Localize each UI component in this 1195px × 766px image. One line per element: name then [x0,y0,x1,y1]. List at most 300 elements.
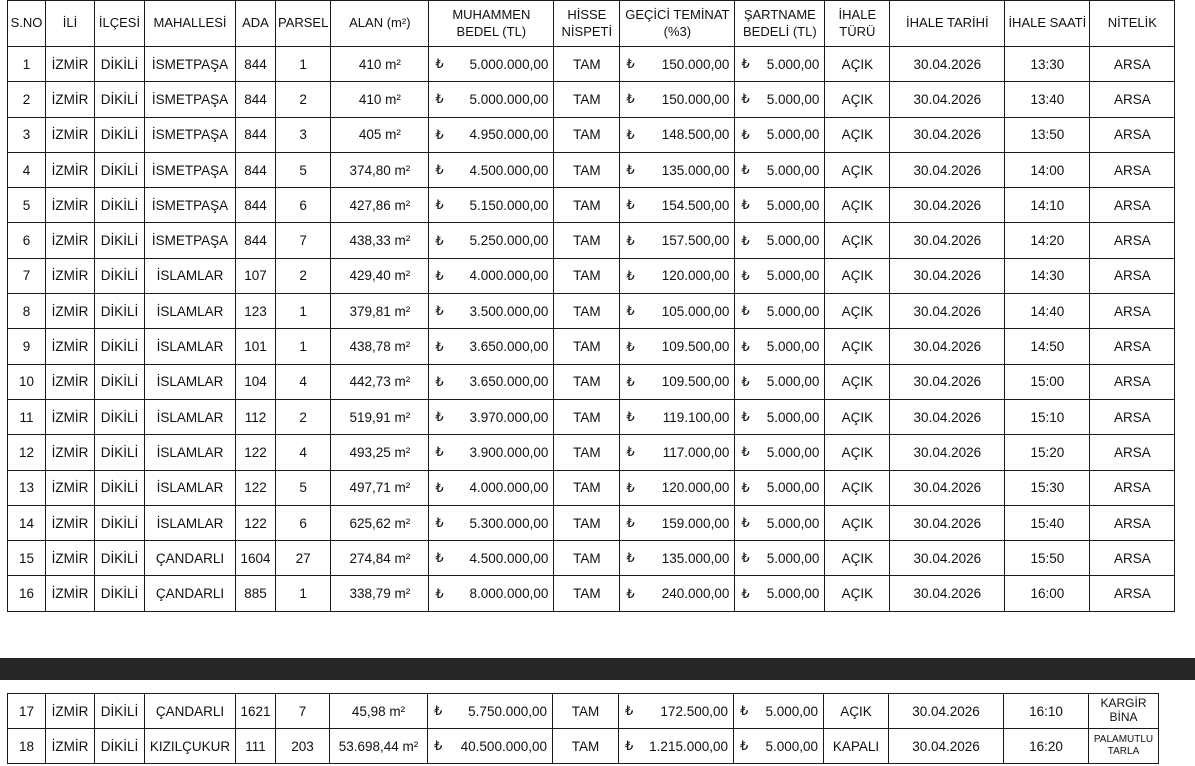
property-type-cell: ARSA [1090,399,1175,434]
district-cell: DİKİLİ [95,152,145,187]
block-cell: 111 [236,729,276,764]
spec-fee-cell-value: 5.000,00 [765,738,818,754]
tender-date-cell: 30.04.2026 [890,399,1005,434]
spec-fee-cell-value: 5.000,00 [766,233,820,249]
table-row [8,82,1175,117]
header-sno: S.NO [8,1,46,47]
lira-symbol: ₺ [435,162,444,178]
deposit-cell-value: 135.000,00 [661,162,730,178]
area-cell: 442,73 m² [331,364,429,399]
deposit-cell [620,541,735,576]
row-number: 1 [8,47,46,82]
spec-fee-cell [735,541,825,576]
deposit-cell-value: 109.500,00 [661,374,730,390]
property-type-cell: ARSA [1090,576,1175,611]
share-cell: TAM [554,117,620,152]
deposit-cell [620,294,735,329]
estimated-price-cell [429,117,554,152]
lira-symbol: ₺ [626,550,635,566]
area-cell: 410 m² [331,47,429,82]
lira-symbol: ₺ [626,444,635,460]
property-type-cell: ARSA [1090,435,1175,470]
row-number: 15 [8,541,46,576]
property-type-cell: ARSA [1090,152,1175,187]
row-number: 13 [8,470,46,505]
estimated-price-cell-value: 3.500.000,00 [469,303,549,319]
district-cell: DİKİLİ [95,329,145,364]
header-parsel: PARSEL [276,1,331,47]
deposit-cell [620,82,735,117]
neighborhood-cell: İSLAMLAR [145,364,236,399]
neighborhood-cell: İSMETPAŞA [145,152,236,187]
spec-fee-cell-value: 5.000,00 [766,268,820,284]
row-number: 16 [8,576,46,611]
tender-date-cell: 30.04.2026 [890,329,1005,364]
spec-fee-cell-value: 5.000,00 [766,480,820,496]
table-row [8,470,1175,505]
estimated-price-cell [429,576,554,611]
parcel-cell: 7 [276,223,331,258]
tender-date-cell: 30.04.2026 [890,576,1005,611]
neighborhood-cell: İSLAMLAR [145,435,236,470]
district-cell: DİKİLİ [95,117,145,152]
block-cell: 844 [236,47,276,82]
block-cell: 885 [236,576,276,611]
area-cell: 497,71 m² [331,470,429,505]
property-type-cell: ARSA [1090,294,1175,329]
parcel-cell: 2 [276,399,331,434]
parcel-cell: 203 [276,729,330,764]
parcel-cell: 7 [276,694,330,729]
tender-type-cell: AÇIK [825,329,890,364]
tender-date-cell: 30.04.2026 [890,47,1005,82]
row-number: 8 [8,294,46,329]
property-type-cell: ARSA [1090,82,1175,117]
table-row [8,729,1159,764]
deposit-cell-value: 148.500,00 [661,127,730,143]
lira-symbol: ₺ [435,409,444,425]
province-cell: İZMİR [46,399,95,434]
share-cell: TAM [554,294,620,329]
tender-type-cell: AÇIK [825,505,890,540]
property-type-cell: ARSA [1090,47,1175,82]
neighborhood-cell: İSLAMLAR [145,470,236,505]
lira-symbol: ₺ [741,409,750,425]
property-type-cell: ARSA [1090,505,1175,540]
district-cell: DİKİLİ [95,223,145,258]
district-cell: DİKİLİ [95,576,145,611]
estimated-price-cell [429,82,554,117]
row-number: 2 [8,82,46,117]
deposit-cell-value: 117.000,00 [662,444,730,460]
header-saat: İHALE SAATİ [1005,1,1090,47]
tender-time-cell: 15:20 [1005,435,1090,470]
neighborhood-cell: ÇANDARLI [145,694,236,729]
tender-date-cell: 30.04.2026 [890,541,1005,576]
header-hisse: HİSSE NİSPETİ [554,1,620,47]
property-type-cell: ARSA [1090,258,1175,293]
spec-fee-cell [735,47,825,82]
deposit-cell-value: 159.000,00 [661,515,730,531]
estimated-price-cell-value: 3.650.000,00 [469,339,549,355]
deposit-cell [619,694,734,729]
row-number: 9 [8,329,46,364]
tender-date-cell: 30.04.2026 [890,294,1005,329]
province-cell: İZMİR [46,364,95,399]
block-cell: 112 [236,399,276,434]
header-ilce: İLÇESİ [95,1,145,47]
deposit-cell [620,152,735,187]
tender-type-cell: AÇIK [825,364,890,399]
spec-fee-cell-value: 5.000,00 [766,409,820,425]
table-row [8,399,1175,434]
block-cell: 122 [236,505,276,540]
deposit-cell-value: 1.215.000,00 [649,738,728,754]
lira-symbol: ₺ [434,703,443,718]
tender-time-cell: 15:40 [1005,505,1090,540]
lira-symbol: ₺ [435,338,444,354]
estimated-price-cell [429,152,554,187]
tender-time-cell: 13:50 [1005,117,1090,152]
lira-symbol: ₺ [435,232,444,248]
tender-type-cell: AÇIK [825,294,890,329]
share-cell: TAM [553,729,619,764]
district-cell: DİKİLİ [95,82,145,117]
parcel-cell: 1 [276,329,331,364]
parcel-cell: 6 [276,505,331,540]
estimated-price-cell-value: 3.900.000,00 [469,444,549,460]
deposit-cell-value: 119.100,00 [662,409,730,425]
share-cell: TAM [554,82,620,117]
deposit-cell [620,258,735,293]
area-cell: 493,25 m² [331,435,429,470]
estimated-price-cell-value: 40.500.000,00 [460,738,547,754]
tender-time-cell: 14:30 [1005,258,1090,293]
estimated-price-cell-value: 8.000.000,00 [469,586,549,602]
tender-type-cell: AÇIK [825,399,890,434]
estimated-price-cell-value: 4.500.000,00 [469,550,549,566]
spec-fee-cell [735,505,825,540]
lira-symbol: ₺ [741,303,750,319]
lira-symbol: ₺ [626,232,635,248]
estimated-price-cell-value: 5.250.000,00 [469,233,549,249]
province-cell: İZMİR [46,694,95,729]
block-cell: 1621 [236,694,276,729]
area-cell: 519,91 m² [331,399,429,434]
neighborhood-cell: İSMETPAŞA [145,223,236,258]
lira-symbol: ₺ [626,91,635,107]
header-il: İLİ [46,1,95,47]
neighborhood-cell: İSLAMLAR [145,294,236,329]
tender-type-cell: AÇIK [825,576,890,611]
tender-type-cell: AÇIK [825,541,890,576]
district-cell: DİKİLİ [95,364,145,399]
share-cell: TAM [554,258,620,293]
tender-date-cell: 30.04.2026 [890,364,1005,399]
lira-symbol: ₺ [741,585,750,601]
tender-time-cell: 14:40 [1005,294,1090,329]
estimated-price-cell-value: 5.750.000,00 [468,703,547,719]
lira-symbol: ₺ [741,126,750,142]
lira-symbol: ₺ [435,515,444,530]
tender-type-cell: AÇIK [825,82,890,117]
block-cell: 122 [236,435,276,470]
province-cell: İZMİR [46,435,95,470]
tender-type-cell: AÇIK [824,694,889,729]
deposit-cell [620,188,735,223]
tender-time-cell: 15:30 [1005,470,1090,505]
district-cell: DİKİLİ [95,188,145,223]
lira-symbol: ₺ [626,515,635,530]
spec-fee-cell [735,117,825,152]
tender-type-cell: AÇIK [825,258,890,293]
spec-fee-cell [735,364,825,399]
table-row [8,576,1175,611]
block-cell: 101 [236,329,276,364]
lira-symbol: ₺ [741,91,750,107]
deposit-cell-value: 154.500,00 [661,197,730,213]
tender-date-cell: 30.04.2026 [890,470,1005,505]
deposit-cell-value: 150.000,00 [661,91,730,107]
table-row [8,329,1175,364]
estimated-price-cell [429,364,554,399]
block-cell: 107 [236,258,276,293]
spec-fee-cell-value: 5.000,00 [766,162,820,178]
estimated-price-cell [429,294,554,329]
share-cell: TAM [554,329,620,364]
row-number: 10 [8,364,46,399]
spec-fee-cell [735,258,825,293]
parcel-cell: 27 [276,541,331,576]
deposit-cell [620,364,735,399]
tender-type-cell: AÇIK [825,223,890,258]
property-type-cell: ARSA [1090,470,1175,505]
neighborhood-cell: İSLAMLAR [145,505,236,540]
parcel-cell: 5 [276,470,331,505]
lira-symbol: ₺ [435,479,444,495]
area-cell: 374,80 m² [331,152,429,187]
neighborhood-cell: İSMETPAŞA [145,47,236,82]
row-number: 12 [8,435,46,470]
row-number: 4 [8,152,46,187]
area-cell: 405 m² [331,117,429,152]
area-cell: 338,79 m² [331,576,429,611]
block-cell: 844 [236,223,276,258]
table-row [8,223,1175,258]
tender-time-cell: 14:50 [1005,329,1090,364]
spec-fee-cell [735,294,825,329]
row-number: 7 [8,258,46,293]
table-row [8,505,1175,540]
lira-symbol: ₺ [626,162,635,178]
share-cell: TAM [554,188,620,223]
parcel-cell: 5 [276,152,331,187]
block-cell: 844 [236,82,276,117]
lira-symbol: ₺ [434,738,443,753]
estimated-price-cell [429,47,554,82]
tender-time-cell: 14:10 [1005,188,1090,223]
area-cell: 625,62 m² [331,505,429,540]
property-type-cell: KARGİR BİNA [1089,694,1159,729]
district-cell: DİKİLİ [95,399,145,434]
lira-symbol: ₺ [435,267,444,283]
table-row [8,694,1159,729]
spec-fee-cell [735,188,825,223]
spec-fee-cell [735,329,825,364]
province-cell: İZMİR [46,729,95,764]
table-row [8,258,1175,293]
area-cell: 45,98 m² [330,694,428,729]
block-cell: 844 [236,152,276,187]
province-cell: İZMİR [46,188,95,223]
block-cell: 844 [236,117,276,152]
block-cell: 104 [236,364,276,399]
row-number: 3 [8,117,46,152]
deposit-cell [620,329,735,364]
spec-fee-cell [735,152,825,187]
province-cell: İZMİR [46,470,95,505]
lira-symbol: ₺ [435,126,444,142]
province-cell: İZMİR [46,505,95,540]
estimated-price-cell-value: 4.000.000,00 [469,268,549,284]
parcel-cell: 4 [276,364,331,399]
parcel-cell: 1 [276,576,331,611]
block-cell: 123 [236,294,276,329]
lira-symbol: ₺ [626,197,635,213]
neighborhood-cell: ÇANDARLI [145,576,236,611]
parcel-cell: 1 [276,47,331,82]
table-row [8,47,1175,82]
district-cell: DİKİLİ [95,541,145,576]
property-type-cell: ARSA [1090,329,1175,364]
tender-time-cell: 13:30 [1005,47,1090,82]
lira-symbol: ₺ [741,479,750,495]
lira-symbol: ₺ [626,303,635,319]
table-row [8,435,1175,470]
header-nitelik: NİTELİK [1090,1,1175,47]
property-type-cell: ARSA [1090,223,1175,258]
tender-time-cell: 14:00 [1005,152,1090,187]
deposit-cell-value: 120.000,00 [661,268,730,284]
tender-time-cell: 15:50 [1005,541,1090,576]
tender-time-cell: 14:20 [1005,223,1090,258]
block-cell: 1604 [236,541,276,576]
lira-symbol: ₺ [741,56,750,72]
tender-date-cell: 30.04.2026 [890,188,1005,223]
deposit-cell [620,223,735,258]
share-cell: TAM [554,505,620,540]
area-cell: 410 m² [331,82,429,117]
lira-symbol: ₺ [435,91,444,107]
neighborhood-cell: İSLAMLAR [145,329,236,364]
district-cell: DİKİLİ [95,470,145,505]
tender-time-cell: 13:40 [1005,82,1090,117]
share-cell: TAM [553,694,619,729]
parcel-cell: 2 [276,82,331,117]
province-cell: İZMİR [46,82,95,117]
estimated-price-cell-value: 5.300.000,00 [469,515,549,531]
district-cell: DİKİLİ [95,694,145,729]
lira-symbol: ₺ [435,373,444,389]
deposit-cell-value: 150.000,00 [661,56,730,72]
estimated-price-cell-value: 5.000.000,00 [469,91,549,107]
tender-date-cell: 30.04.2026 [890,435,1005,470]
neighborhood-cell: KIZILÇUKUR [145,729,236,764]
lira-symbol: ₺ [626,373,635,389]
tender-date-cell: 30.04.2026 [889,729,1004,764]
header-ada: ADA [236,1,276,47]
header-sartname: ŞARTNAME BEDELİ (TL) [735,1,825,47]
tender-date-cell: 30.04.2026 [889,694,1004,729]
parcel-cell: 6 [276,188,331,223]
parcel-cell: 4 [276,435,331,470]
estimated-price-cell [429,329,554,364]
spec-fee-cell-value: 5.000,00 [766,197,820,213]
estimated-price-cell-value: 3.970.000,00 [469,409,549,425]
area-cell: 438,78 m² [331,329,429,364]
spec-fee-cell [735,399,825,434]
district-cell: DİKİLİ [95,729,145,764]
deposit-cell [620,47,735,82]
spec-fee-cell-value: 5.000,00 [765,703,818,719]
estimated-price-cell-value: 3.650.000,00 [469,374,549,390]
estimated-price-cell [429,435,554,470]
tender-type-cell: AÇIK [825,470,890,505]
province-cell: İZMİR [46,329,95,364]
district-cell: DİKİLİ [95,47,145,82]
lira-symbol: ₺ [435,585,444,601]
tender-type-cell: AÇIK [825,188,890,223]
row-number: 18 [8,729,46,764]
tender-date-cell: 30.04.2026 [890,152,1005,187]
lira-symbol: ₺ [435,303,444,319]
estimated-price-cell [429,399,554,434]
estimated-price-cell-value: 5.000.000,00 [469,56,549,72]
lira-symbol: ₺ [626,56,635,72]
province-cell: İZMİR [46,47,95,82]
deposit-cell-value: 109.500,00 [661,339,730,355]
province-cell: İZMİR [46,541,95,576]
neighborhood-cell: ÇANDARLI [145,541,236,576]
deposit-cell-value: 240.000,00 [661,586,730,602]
lira-symbol: ₺ [741,267,750,283]
header-tur: İHALE TÜRÜ [825,1,890,47]
lira-symbol: ₺ [626,126,635,142]
tender-type-cell: KAPALI [824,729,889,764]
property-type-cell: PALAMUTLU TARLA [1089,729,1159,764]
tender-date-cell: 30.04.2026 [890,117,1005,152]
spec-fee-cell-value: 5.000,00 [766,444,820,460]
tender-time-cell: 16:20 [1004,729,1089,764]
share-cell: TAM [554,223,620,258]
neighborhood-cell: İSMETPAŞA [145,82,236,117]
province-cell: İZMİR [46,152,95,187]
tender-type-cell: AÇIK [825,47,890,82]
share-cell: TAM [554,152,620,187]
area-cell: 438,33 m² [331,223,429,258]
area-cell: 429,40 m² [331,258,429,293]
spec-fee-cell [735,223,825,258]
row-number: 14 [8,505,46,540]
lira-symbol: ₺ [435,444,444,460]
row-number: 11 [8,399,46,434]
deposit-cell-value: 120.000,00 [661,480,730,496]
lira-symbol: ₺ [435,56,444,72]
estimated-price-cell-value: 5.150.000,00 [469,197,549,213]
spec-fee-cell [735,435,825,470]
area-cell: 274,84 m² [331,541,429,576]
lira-symbol: ₺ [741,162,750,178]
